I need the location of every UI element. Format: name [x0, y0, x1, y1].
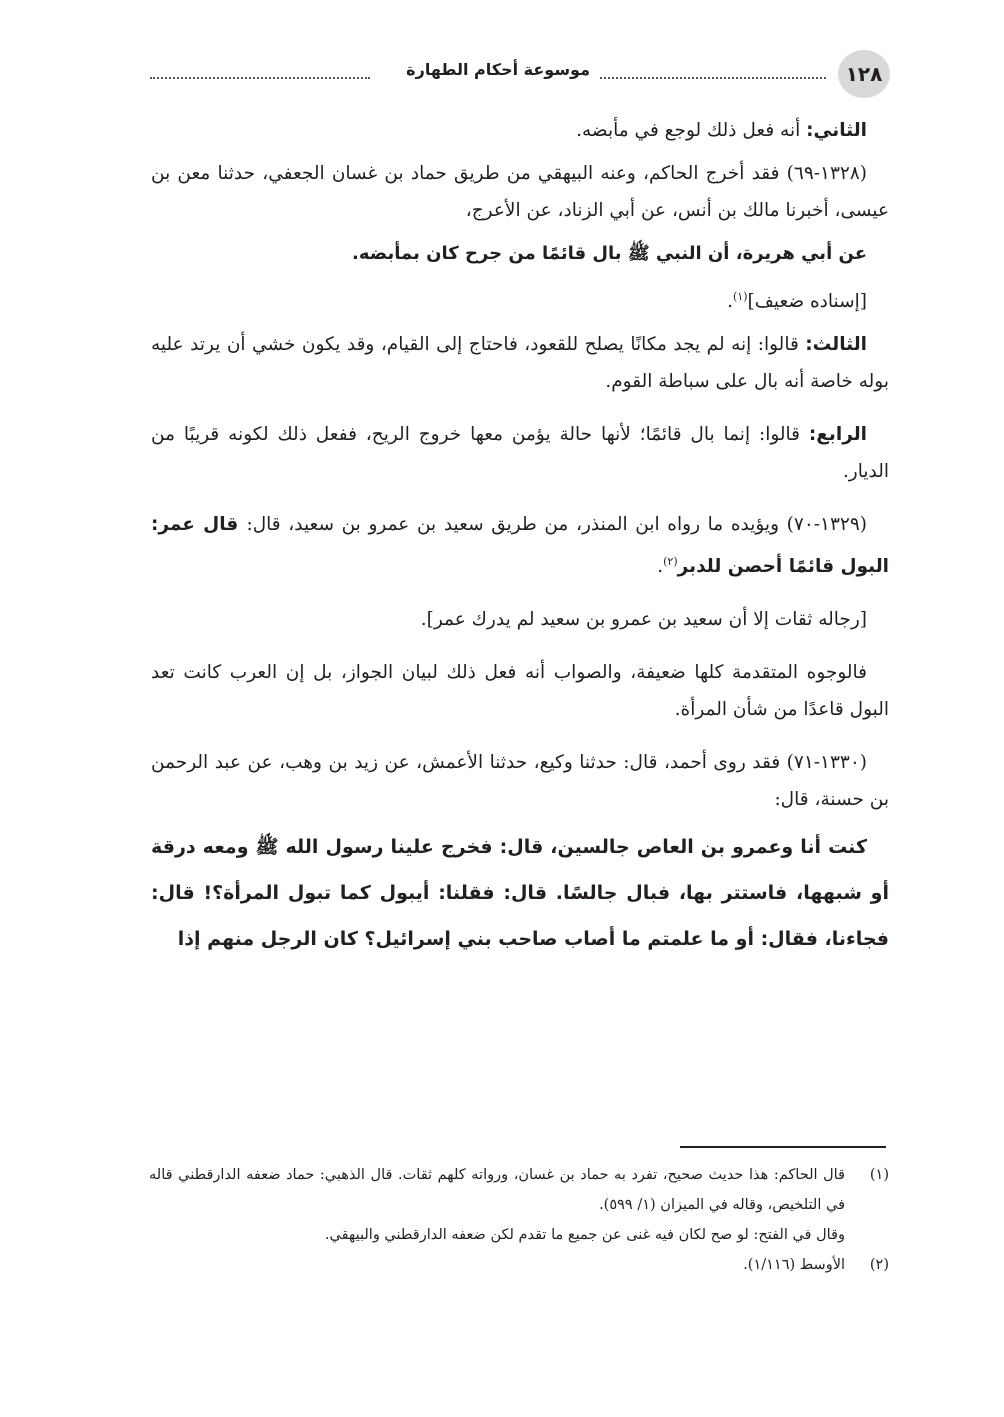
- header-dots-left: [150, 77, 370, 79]
- paragraph-lead: الرابع:: [808, 424, 867, 446]
- footnote-divider: [680, 1146, 886, 1148]
- paragraph-third-reason: [151, 326, 889, 400]
- running-title: موسوعة أحكام الطهارة: [406, 60, 590, 79]
- paragraph-lead: الثالث:: [805, 334, 867, 356]
- page-number: ١٢٨: [838, 50, 890, 98]
- footnote-1: [149, 1160, 889, 1250]
- paragraph-conclusion: فالوجوه المتقدمة كلها ضعيفة، والصواب أنه فعل ذلك لبيان الجواز، بل إن العرب كانت تعد البول قاعدًا من شأن المرأة.: [151, 662, 889, 721]
- footnote-line: الأوسط (١/١١٦).: [743, 1257, 845, 1273]
- grading-1328: [151, 278, 889, 320]
- grading-1329: [رجاله ثقات إلا أن سعيد بن عمرو بن سعيد لم يدرك عمر].: [420, 609, 867, 631]
- footnote-number: (٢): [869, 1257, 889, 1273]
- paragraph-fourth-reason: [151, 416, 889, 490]
- hadith-text-1330: كنت أنا وعمرو بن العاص جالسين، قال: فخرج علينا رسول الله ﷺ ومعه درقة أو شبهها، فاستتر بها، فبال جالسًا. قال: فقلنا: أيبول كما تبول المرأة؟! قال: فجاءنا، فقال: أو ما علمتم ما أصاب صاحب بني إسرائيل؟ كان الرجل منهم إذا: [151, 836, 889, 951]
- footnote-number: (١): [869, 1167, 889, 1183]
- footnote-2: [149, 1250, 889, 1280]
- paragraph-hadith-1328: (١٣٢٨-٦٩) فقد أخرج الحاكم، وعنه البيهقي من طريق حماد بن غسان الجعفي، حدثنا معن بن عيسى، أخبرنا مالك بن أنس، عن أبي الزناد، عن الأعرج،: [151, 163, 889, 221]
- hadith-text-1329: قال عمر: البول قائمًا أحصن للدبر: [151, 514, 889, 578]
- footnote-ref-2[interactable]: (٢): [663, 555, 678, 569]
- paragraph-lead: الثاني:: [806, 120, 867, 141]
- grading-text: [إسناده ضعيف]: [747, 291, 867, 313]
- paragraph-hadith-1330: (١٣٣٠-٧١) فقد روى أحمد، قال: حدثنا وكيع، حدثنا الأعمش، عن زيد بن وهب، عن عبد الرحمن بن حسنة، قال:: [151, 752, 889, 811]
- footnote-body: [149, 1160, 845, 1250]
- footnote-body: [149, 1250, 845, 1280]
- paragraph-second-reason: [151, 112, 889, 149]
- footnote-line: وقال في الفتح: لو صح لكان فيه غنى عن جميع ما تقدم لكن ضعفه الدارقطني والبيهقي.: [324, 1227, 845, 1243]
- paragraph-text: قالوا: إنما بال قائمًا؛ لأنها حالة يؤمن معها خروج الريح، ففعل ذلك لكونه قريبًا من الديار.: [151, 424, 889, 483]
- footnote-ref-1[interactable]: (١): [733, 290, 748, 303]
- paragraph-text: قالوا: إنه لم يجد مكانًا يصلح للقعود، فاحتاج إلى القيام، وقد يكون خشي أن يرتد عليه بوله خاصة أنه بال على سباطة القوم.: [151, 334, 889, 393]
- page-header: [150, 50, 890, 100]
- footnote-line: قال الحاكم: هذا حديث صحيح، تفرد به حماد بن غسان، ورواته كلهم ثقات. قال الذهبي: حماد ضعفه الدارقطني قاله في التلخيص، وقاله في الميزان (١/ ٥٩٩).: [149, 1167, 845, 1213]
- paragraph-hadith-1329: [151, 506, 889, 585]
- main-text: [151, 112, 889, 962]
- footnotes: [149, 1160, 889, 1280]
- header-dots-right: [600, 77, 826, 79]
- grading-after: .: [727, 291, 733, 313]
- paragraph-text: أنه فعل ذلك لوجع في مأبضه.: [576, 120, 807, 141]
- hadith-text-1328: عن أبي هريرة، أن النبي ﷺ بال قائمًا من جرح كان بمأبضه.: [352, 243, 867, 264]
- paragraph-text: (١٣٢٩-٧٠) ويؤيده ما رواه ابن المنذر، من طريق سعيد بن عمرو بن سعيد، قال:: [246, 514, 867, 536]
- paragraph-after: .: [657, 556, 664, 578]
